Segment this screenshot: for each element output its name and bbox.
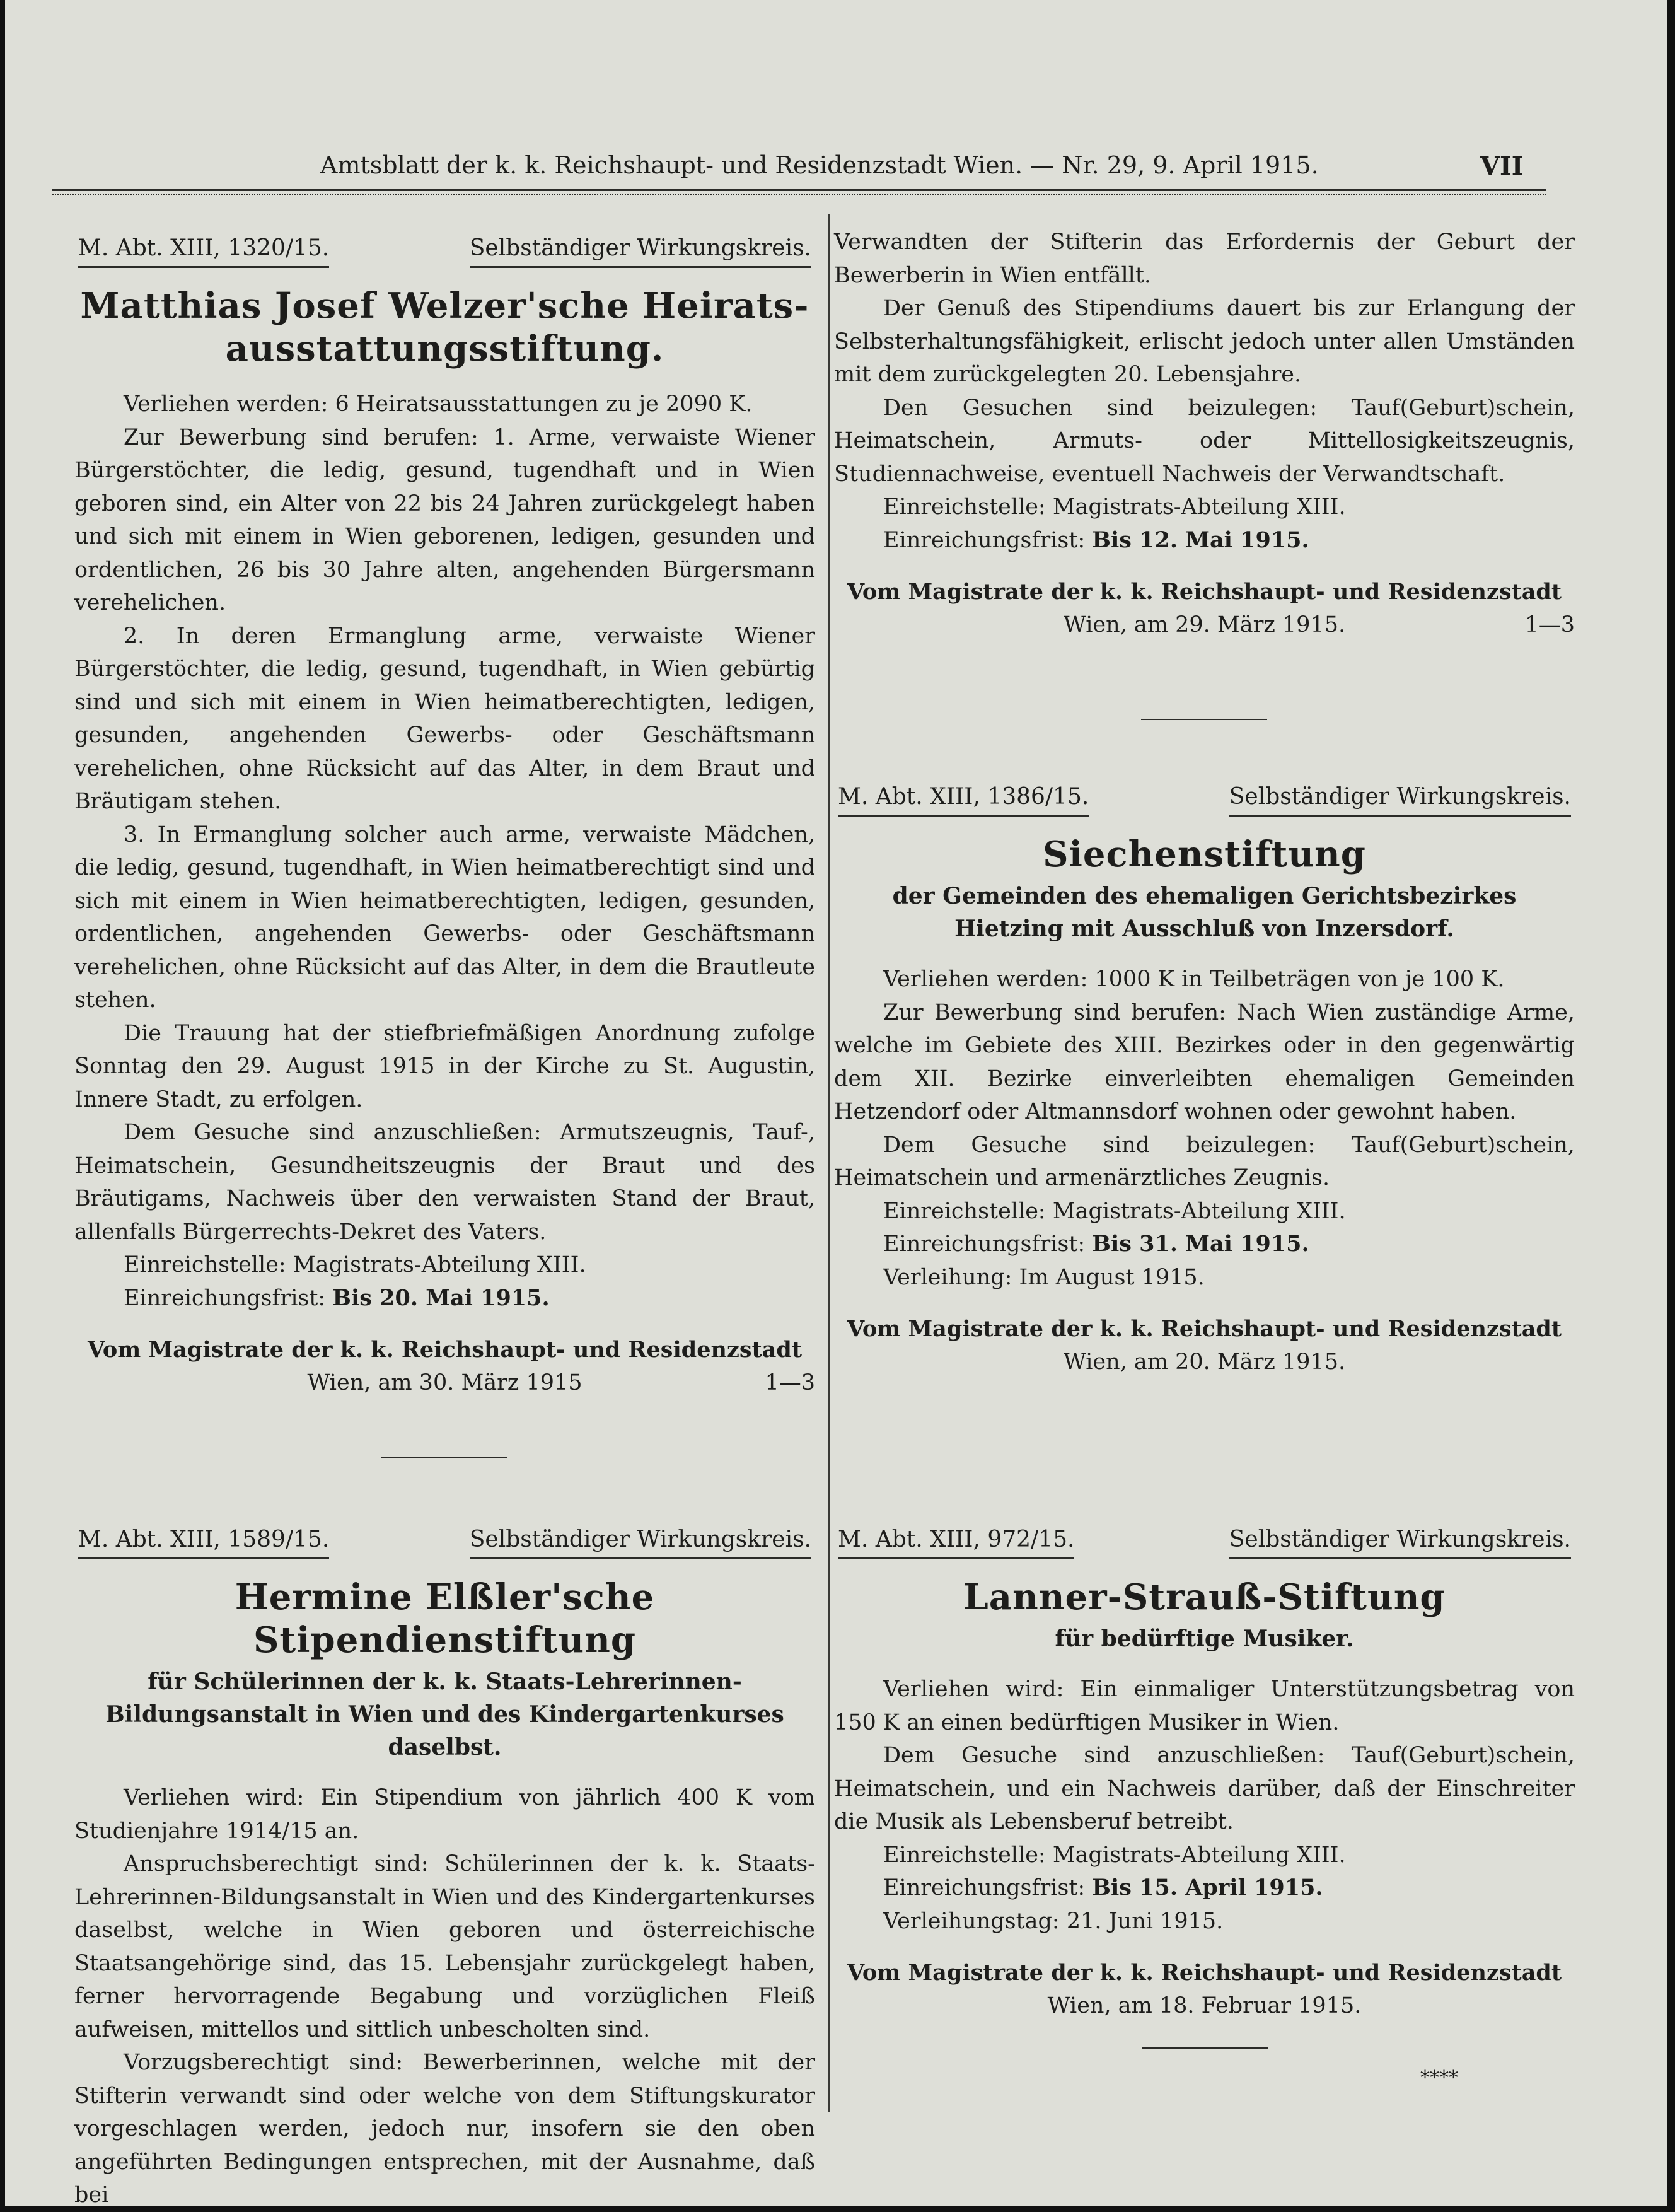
paragraph: 2. In deren Ermanglung arme, verwaiste Wiener Bürgerstöchter, die ledig, gesund, tugendhaft, in Wien gebürtig sind und sich mit einem in Wien heimatberechtigten, ledigen, gesunden, angehenden Gewerbs- oder Geschäftsmann verehelichen, ohne Rücksicht auf das Alter, in dem Braut und Bräutigam stehen. [74, 623, 815, 814]
paragraph: Den Gesuchen sind beizulegen: Tauf(Geburt)schein, Heimatschein, Armuts- oder Mittellosigkeitszeugnis, Studiennachweise, eventuell Nachweis der Verwandtschaft. [834, 395, 1575, 487]
page [5, 0, 1667, 2206]
submission-office: Einreichstelle: Magistrats-Abteilung XIII. [124, 1252, 586, 1278]
insertion-mark: 1—3 [765, 1370, 815, 1395]
submission-office: Einreichstelle: Magistrats-Abteilung XIII. [883, 494, 1346, 520]
section-body [834, 1673, 1575, 1938]
paragraph: Verliehen werden: 1000 K in Teilbeträgen von je 100 K. [883, 967, 1505, 992]
section-title: Lanner-Strauß-Stiftung [963, 1576, 1446, 1618]
paragraph: Verliehen werden: 6 Heiratsausstattungen zu je 2090 K. [124, 392, 753, 417]
section-title: Matthias Josef Welzer'sche Heirats- ausstattungsstiftung. [80, 285, 809, 370]
paragraph: Zur Bewerbung sind berufen: Nach Wien zuständige Arme, welche im Gebiete des XIII. Bezirkes oder in den gegenwärtig dem XII. Bezirke einverleibten ehemaligen Gemeinden Hetzendorf oder Altmannsdorf wohnen oder gewohnt haben. [834, 999, 1575, 1124]
deadline: Einreichungsfrist: Bis 31. Mai 1915. [883, 1231, 1309, 1257]
ref-scope: Selbständiger Wirkungskreis. [1229, 782, 1571, 817]
section-title: Siechenstiftung [1043, 834, 1366, 875]
paragraph: Vorzugsberechtigt sind: Bewerberinnen, welche mit der Stifterin verwandt sind oder welche von dem Stiftungskurator vorgeschlagen werden, jedoch nur, insofern sie den oben angeführten Bedingungen entsprechen, mit der Ausnahme, daß bei [74, 2050, 815, 2208]
ref-scope: Selbständiger Wirkungskreis. [470, 1525, 811, 1559]
section-ref [834, 782, 1575, 817]
section-welzer [74, 233, 815, 1399]
ref-number: M. Abt. XIII, 1320/15. [78, 233, 329, 268]
signature-authority: Vom Magistrate der k. k. Reichshaupt- und Residenzstadt [847, 579, 1562, 605]
insertion-mark: 1—3 [1524, 612, 1575, 637]
award-date: Verleihung: Im August 1915. [883, 1264, 1205, 1290]
page-number: VII [1480, 151, 1524, 181]
signature-date: Wien, am 18. Februar 1915. [1047, 1993, 1362, 2018]
paragraph: 3. In Ermanglung solcher auch arme, verwaiste Mädchen, die ledig, gesund, tugendhaft, in Wien heimatberechtigt sind und sich mit einem in Wien heimatberechtigten, ledigen, gesunden, ordentlichen, angehenden Gewerbs- oder Geschäftsmann verehelichen, ohne Rücksicht auf das Alter, in dem die Brautleute stehen. [74, 822, 815, 1013]
section-body [74, 1781, 815, 2212]
paragraph: Die Trauung hat der stiefbriefmäßigen Anordnung zufolge Sonntag den 29. August 1915 in der Kirche zu St. Augustin, Innere Stadt, zu erfolgen. [74, 1020, 815, 1112]
section-ref [74, 233, 815, 268]
section-divider [381, 1457, 507, 1458]
paragraph: Verliehen wird: Ein Stipendium von jährlich 400 K vom Studienjahre 1914/15 an. [74, 1785, 815, 1844]
header-rule [52, 189, 1546, 195]
column-rule [828, 214, 830, 2112]
section-subtitle: der Gemeinden des ehemaligen Gerichtsbezirkes Hietzing mit Ausschluß von Inzersdorf. [892, 883, 1517, 942]
running-header: Amtsblatt der k. k. Reichshaupt- und Residenzstadt Wien. — Nr. 29, 9. April 1915. [320, 151, 1319, 179]
paragraph: Zur Bewerbung sind berufen: 1. Arme, verwaiste Wiener Bürgerstöchter, die ledig, gesund, tugendhaft und in Wien geboren sind, ein Alter von 22 bis 24 Jahren zurückgelegt haben und sich mit einem in Wien geborenen, ledigen, gesunden und ordentlichen, 26 bis 30 Jahre alten, angehenden Bürgersmann verehelichen. [74, 424, 815, 615]
deadline: Einreichungsfrist: Bis 12. Mai 1915. [883, 527, 1309, 553]
signature-date: Wien, am 20. März 1915. [1063, 1349, 1346, 1375]
section-siechenstiftung [834, 782, 1575, 1378]
paragraph: Dem Gesuche sind anzuschließen: Armutszeugnis, Tauf-, Heimatschein, Gesundheitszeugnis der Braut und des Bräutigams, Nachweis über den verwaisten Stand der Braut, allenfalls Bürgerrechts-Dekret des Vaters. [74, 1120, 815, 1245]
section-elssler-continued [834, 226, 1575, 641]
section-subtitle: für bedürftige Musiker. [1055, 1626, 1354, 1652]
ref-number: M. Abt. XIII, 1589/15. [78, 1525, 329, 1559]
section-title: Hermine Elßler'sche Stipendienstiftung [235, 1576, 655, 1661]
section-body [834, 963, 1575, 1294]
section-ref [834, 1525, 1575, 1559]
signature-authority: Vom Magistrate der k. k. Reichshaupt- und Residenzstadt [847, 1316, 1562, 1342]
paragraph: Dem Gesuche sind anzuschließen: Tauf(Geburt)schein, Heimatschein, und ein Nachweis darüber, daß der Einschreiter die Musik als Lebensberuf betreibt. [834, 1743, 1575, 1834]
ref-scope: Selbständiger Wirkungskreis. [1229, 1525, 1571, 1559]
signature-date: Wien, am 29. März 1915. 1—3 [834, 608, 1575, 641]
paragraph: Der Genuß des Stipendiums dauert bis zur Erlangung der Selbsterhaltungsfähigkeit, erlischt jedoch unter allen Umständen mit dem zurückgelegten 20. Lebensjahre. [834, 296, 1575, 387]
submission-office: Einreichstelle: Magistrats-Abteilung XIII. [883, 1842, 1346, 1868]
ref-number: M. Abt. XIII, 1386/15. [838, 782, 1089, 817]
signature-authority: Vom Magistrate der k. k. Reichshaupt- und Residenzstadt [847, 1960, 1562, 1986]
section-body [74, 388, 815, 1315]
ref-number: M. Abt. XIII, 972/15. [838, 1525, 1074, 1559]
deadline: Einreichungsfrist: Bis 15. April 1915. [883, 1875, 1323, 1901]
paragraph: Verliehen wird: Ein einmaliger Unterstützungsbetrag von 150 K an einen bedürftigen Musiker in Wien. [834, 1677, 1575, 1735]
signature-authority: Vom Magistrate der k. k. Reichshaupt- und Residenzstadt [87, 1337, 803, 1363]
section-ref [74, 1525, 815, 1559]
paragraph: Anspruchsberechtigt sind: Schülerinnen der k. k. Staats-Lehrerinnen-Bildungsanstalt in Wien und des Kindergartenkurses daselbst, welche in Wien geboren und österreichische Staatsangehörige sind, das 15. Lebensjahr zurückgelegt haben, ferner hervorragende Begabung und vorzüglichen Fleiß aufweisen, mittellos und sittlich unbescholten sind. [74, 1851, 815, 2042]
section-lanner-strauss [834, 1525, 1575, 2049]
deadline: Einreichungsfrist: Bis 20. Mai 1915. [124, 1284, 550, 1311]
section-divider [1141, 719, 1267, 720]
paragraph: Dem Gesuche sind beizulegen: Tauf(Geburt)schein, Heimatschein und armenärztliches Zeugnis. [834, 1132, 1575, 1190]
ref-scope: Selbständiger Wirkungskreis. [470, 233, 811, 268]
submission-office: Einreichstelle: Magistrats-Abteilung XIII. [883, 1198, 1346, 1224]
section-subtitle: für Schülerinnen der k. k. Staats-Lehrerinnen-Bildungsanstalt in Wien und des Kindergartenkurses daselbst. [105, 1668, 784, 1761]
section-elssler [74, 1525, 815, 2212]
signature-date: Wien, am 30. März 1915 1—3 [74, 1366, 815, 1399]
award-date: Verleihungstag: 21. Juni 1915. [883, 1908, 1224, 1934]
section-divider [1142, 2047, 1268, 2049]
paragraph: Verwandten der Stifterin das Erfordernis der Geburt der Bewerberin in Wien entfällt. [834, 230, 1575, 288]
end-stars: **** [1420, 2067, 1458, 2089]
